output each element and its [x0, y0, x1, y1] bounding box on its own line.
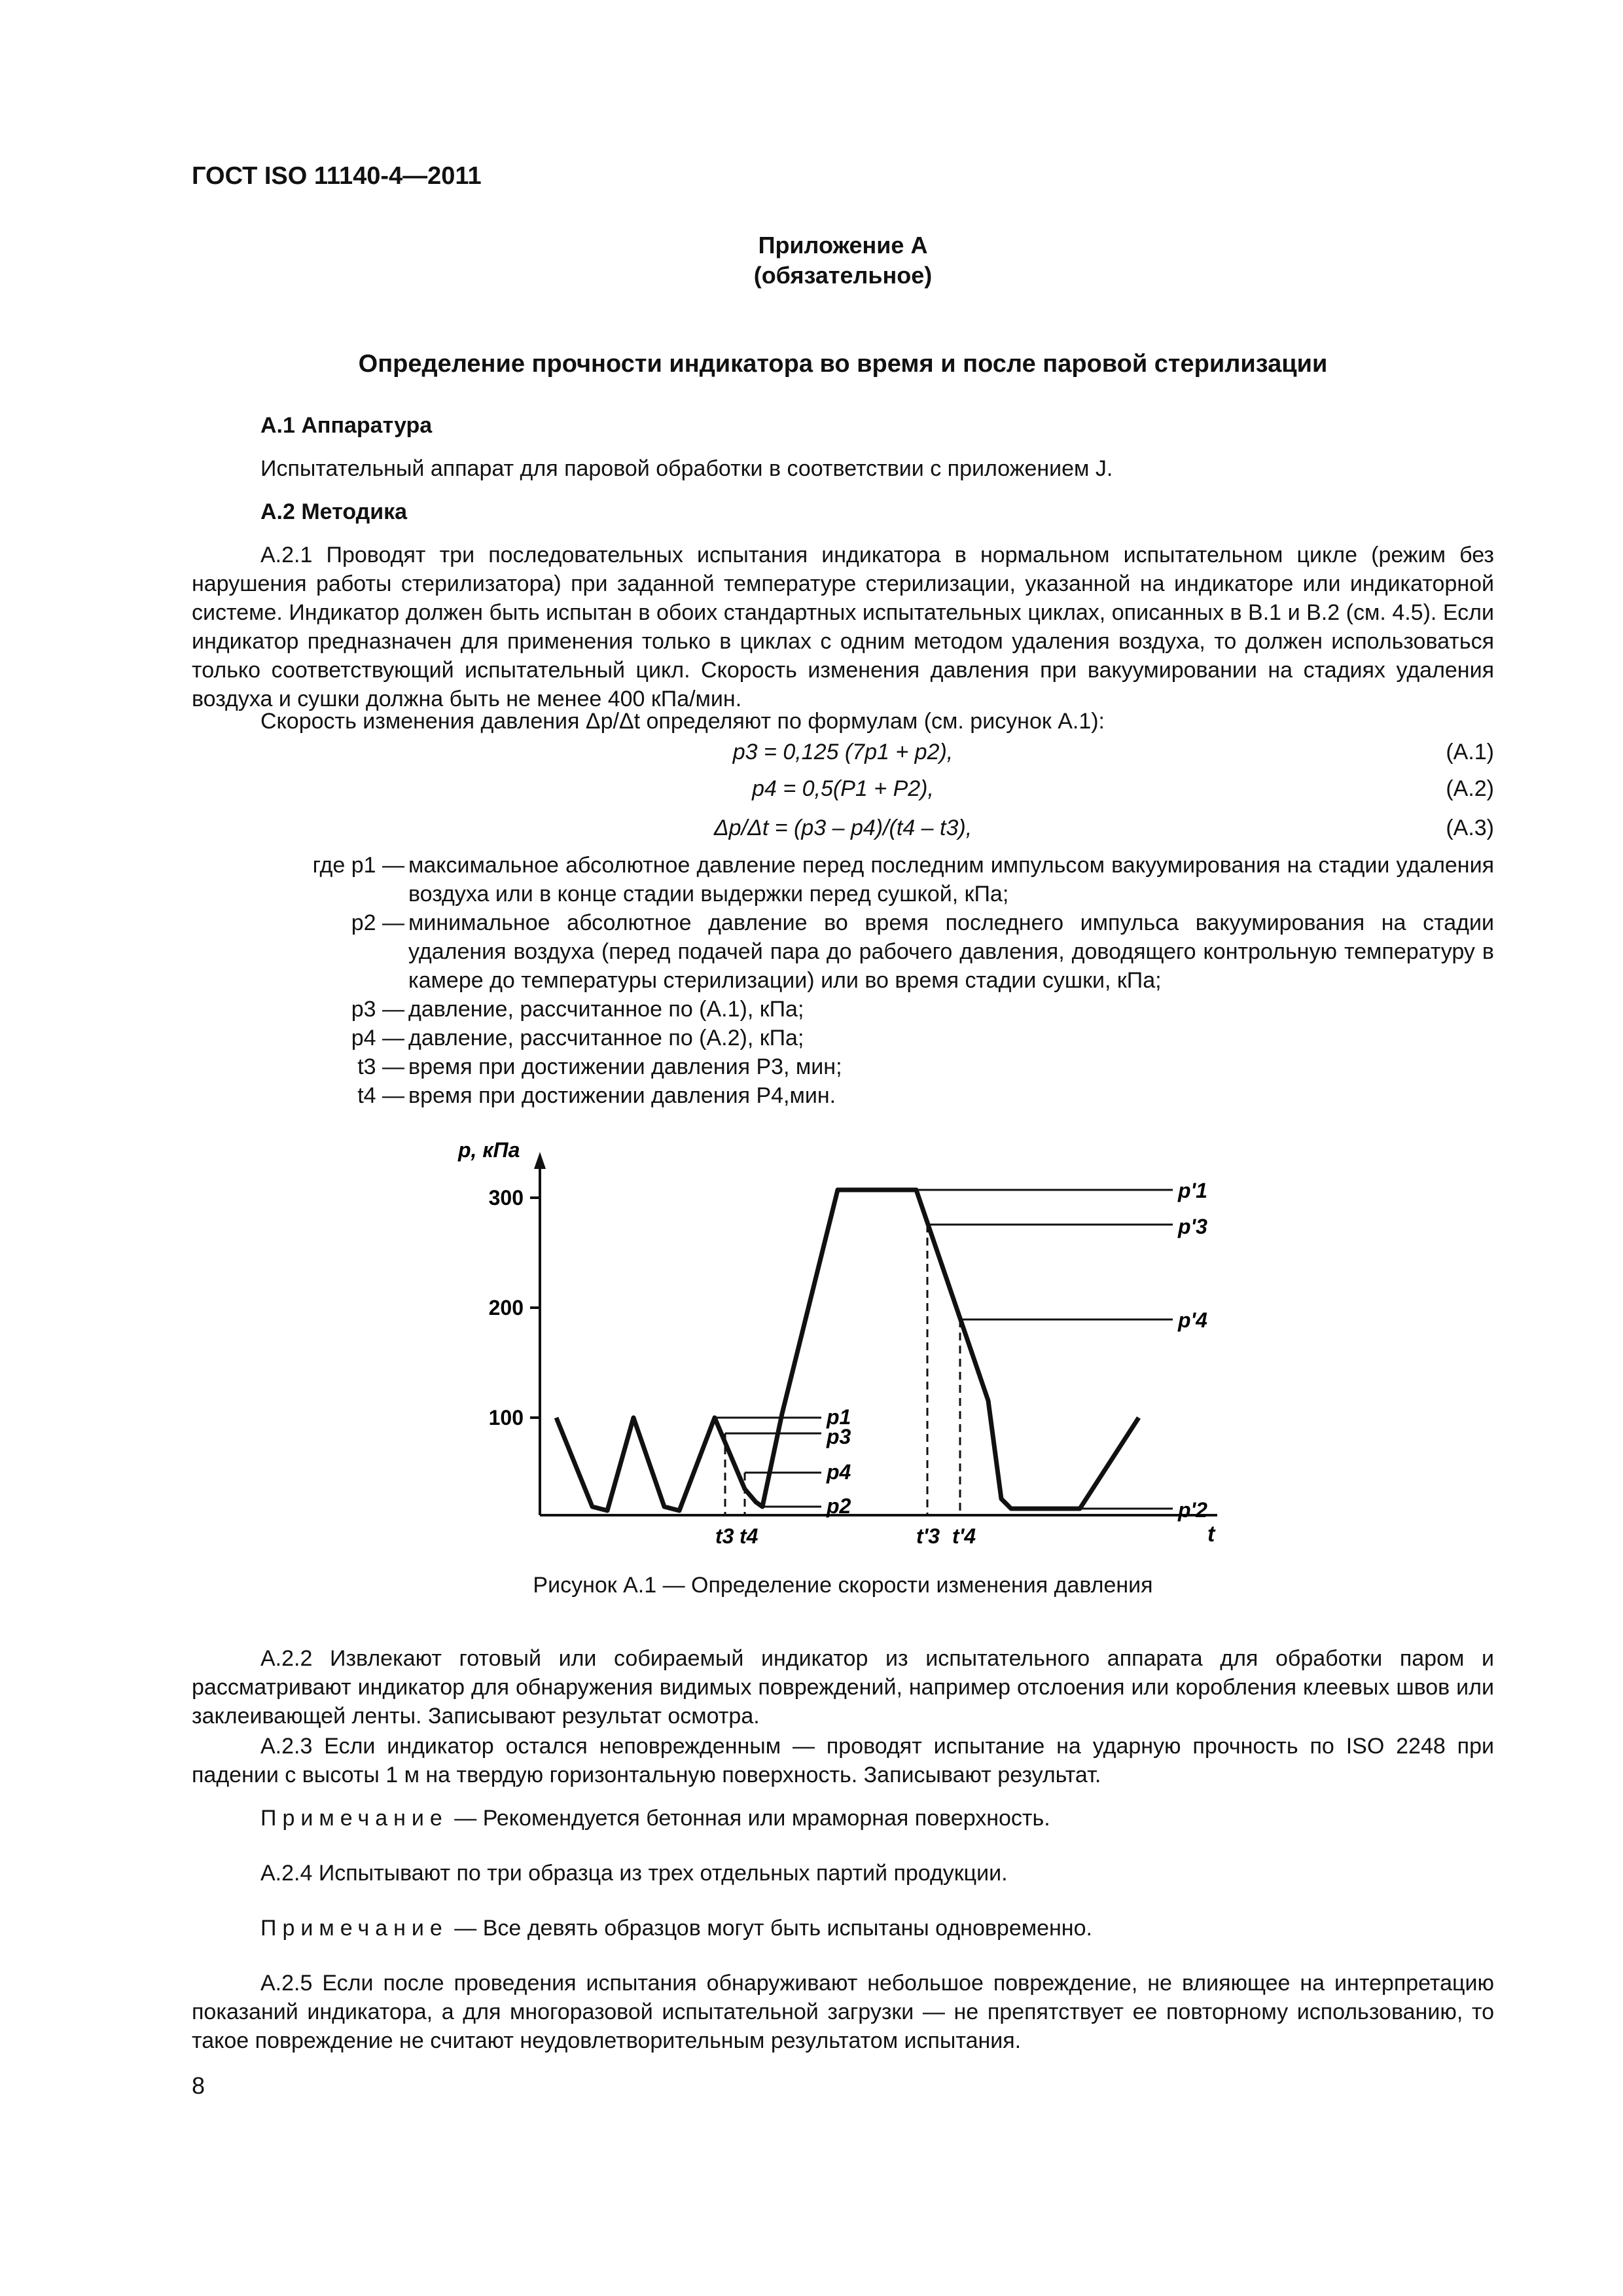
paragraph-a22: А.2.2 Извлекают готовый или собираемый индикатор из испытательного аппарата для обработки паром и рассматривают индикатор для обнаружения видимых повреждений, например отслоения или коробления клеевых швов или заклеивающей ленты. Записывают результат осмотра. [192, 1646, 1494, 1729]
paragraph-a25: А.2.5 Если после проведения испытания обнаруживают небольшое повреждение, не влияющее на интерпретацию показаний индикатора, а для многоразовой испытательной загрузки — не препятствует ее повторному использованию, то такое повреждение не считают неудовлетворительным результатом испытания. [192, 1971, 1494, 2053]
note-2 [260, 1914, 1092, 1943]
definition-symbol: t4 — [357, 1083, 404, 1108]
formula-a3-expression: Δp/Δt = (p3 – p4)/(t4 – t3), [713, 816, 972, 840]
paragraph-a21: А.2.1 Проводят три последовательных испытания индикатора в нормальном испытательном цикле (режим без нарушения работы стерилизатора) при заданной температуре стерилизации, указанной на индикаторе или индикаторной системе. Индикатор должен быть испытан в обоих стандартных испытательных циклах, описанных в В.1 и В.2 (см. 4.5). Если индикатор предназначен для применения только в циклах с одним методом удаления воздуха, то должен использоваться только соответствующий испытательный цикл. Скорость изменения давления при вакуумировании на стадиях удаления воздуха и сушки должна быть не менее 400 кПа/мин. [192, 543, 1494, 711]
figure-caption: Рисунок А.1 — Определение скорости изменения давления [533, 1573, 1153, 1598]
paragraph-a23: А.2.3 Если индикатор остался неповрежденным — проводят испытание на ударную прочность по ISO 2248 при падении с высоты 1 м на твердую горизонтальную поверхность. Записывают результат. [192, 1734, 1494, 1787]
definition-symbol: где p1 — [312, 853, 404, 878]
definition-text: давление, рассчитанное по (А.1), кПа; [408, 997, 804, 1022]
definition-text: максимальное абсолютное давление перед последним импульсом вакуумирования на стадии удаления воздуха или в конце стадии выдержки перед сушкой, кПа; [408, 853, 1494, 906]
label-p1-prime: p'1 [1178, 1179, 1207, 1202]
appendix-heading [192, 230, 1494, 291]
x-axis-label: t [1207, 1522, 1215, 1547]
note-text: — Рекомендуется бетонная или мраморная поверхность. [448, 1806, 1050, 1831]
definition-row [192, 851, 1494, 908]
y-tick-label-300: 300 [488, 1186, 524, 1210]
formula-a2-expression: p4 = 0,5(P1 + P2), [752, 776, 934, 801]
label-t4: t4 [740, 1524, 758, 1548]
label-t4-prime: t'4 [952, 1524, 976, 1548]
y-axis-label: p, кПа [458, 1138, 520, 1162]
rate-intro: Скорость изменения давления Δp/Δt определяют по формулам (см. рисунок А.1): [260, 709, 1105, 734]
appendix-title: Определение прочности индикатора во время и после паровой стерилизации [358, 350, 1328, 378]
definition-text: давление, рассчитанное по (А.2), кПа; [408, 1026, 804, 1050]
definition-row [192, 1052, 1494, 1081]
document-header: ГОСТ ISO 11140-4—2011 [192, 162, 482, 190]
definition-row [192, 995, 1494, 1024]
definition-text: минимальное абсолютное давление во время последнего импульса вакуумирования на стадии удаления воздуха (перед подачей пара до рабочего давления, доводящего контрольную температуру в камере до температуры стерилизации) или во время стадии сушки, кПа; [408, 910, 1494, 993]
definition-text: время при достижении давления P3, мин; [408, 1054, 842, 1079]
definition-symbol: t3 — [357, 1054, 404, 1079]
label-p3-prime: p'3 [1178, 1215, 1207, 1238]
note-label: Примечание [260, 1916, 448, 1941]
y-tick-label-200: 200 [488, 1296, 524, 1319]
axes [530, 1158, 1217, 1515]
formula-a1 [192, 738, 1494, 768]
formula-a2-number: (А.2) [1446, 776, 1494, 801]
symbol-definitions [192, 851, 1494, 1110]
label-p1: p1 [827, 1405, 851, 1429]
label-p3: p3 [827, 1425, 851, 1448]
y-tick-label-100: 100 [488, 1406, 524, 1429]
definition-row [192, 1081, 1494, 1110]
appendix-name: Приложение А [758, 232, 928, 259]
section-a2-heading: А.2 Методика [260, 499, 408, 524]
level-labels [715, 1179, 1207, 1548]
label-p2: p2 [827, 1494, 851, 1518]
formula-a3-number: (А.3) [1446, 816, 1494, 840]
pressure-time-diagram [432, 1132, 1270, 1564]
formula-a3 [192, 814, 1494, 844]
note-1 [260, 1804, 1050, 1833]
page-number: 8 [192, 2072, 205, 2099]
level-lines [715, 1190, 1173, 1509]
formula-a1-expression: p3 = 0,125 (7p1 + p2), [732, 740, 954, 764]
note-text: — Все девять образцов могут быть испытаны одновременно. [448, 1916, 1092, 1941]
section-a1-heading: А.1 Аппаратура [260, 413, 433, 438]
label-p2-prime: p'2 [1178, 1498, 1207, 1522]
appendix-status: (обязательное) [753, 262, 933, 289]
note-label: Примечание [260, 1806, 448, 1831]
formula-a2 [192, 774, 1494, 804]
label-t3-prime: t'3 [916, 1524, 940, 1548]
definition-text: время при достижении давления P4,мин. [408, 1083, 836, 1108]
label-p4: p4 [827, 1460, 851, 1484]
definition-symbol: p4 — [351, 1026, 404, 1050]
definition-symbol: p2 — [351, 910, 404, 935]
definition-symbol: p3 — [351, 997, 404, 1022]
label-t3: t3 [715, 1524, 734, 1548]
label-p4-prime: p'4 [1178, 1308, 1207, 1332]
paragraph-a24: А.2.4 Испытывают по три образца из трех отдельных партий продукции. [260, 1861, 1008, 1886]
definition-row [192, 1024, 1494, 1052]
definition-row [192, 908, 1494, 995]
section-a1-text: Испытательный аппарат для паровой обработки в соответствии с приложением J. [260, 456, 1113, 481]
formula-a1-number: (А.1) [1446, 740, 1494, 764]
pressure-axis-arrow [534, 1152, 546, 1169]
